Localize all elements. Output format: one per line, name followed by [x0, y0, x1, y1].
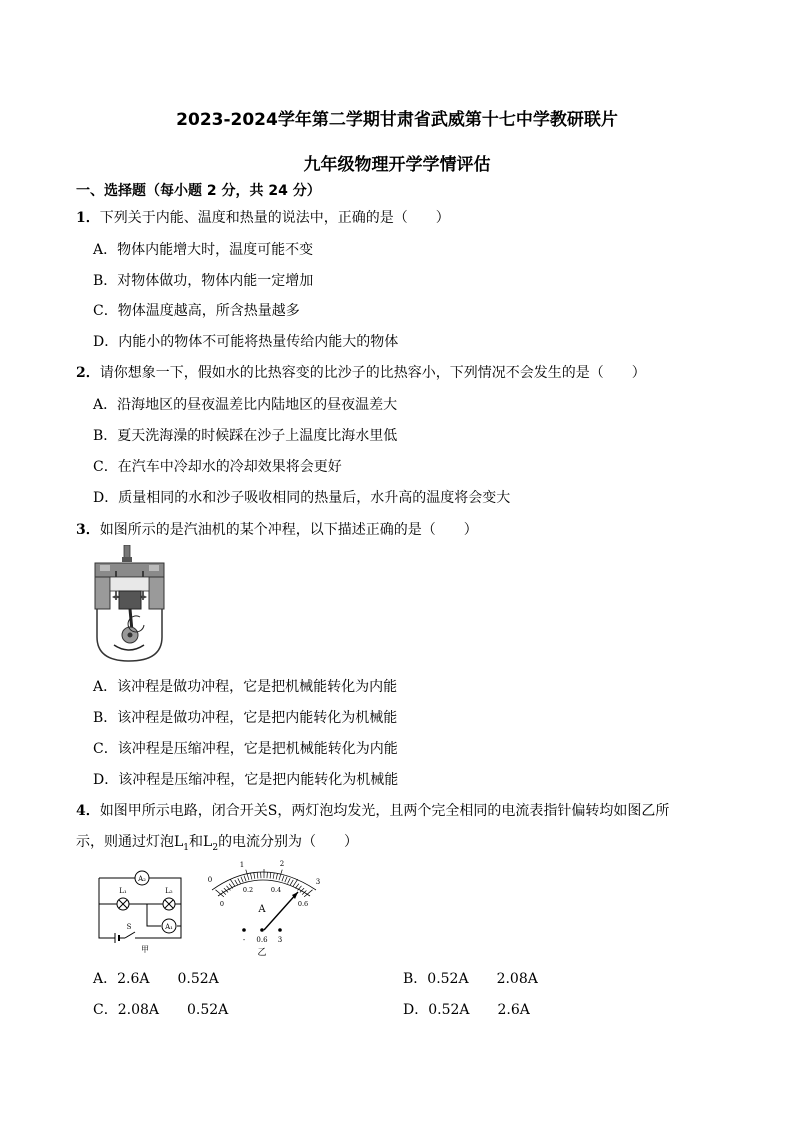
- dial-bottom-tick: 0.4: [270, 886, 282, 894]
- question-1: [76, 207, 450, 227]
- question-4: [76, 800, 669, 820]
- dial-tick-mark: [257, 872, 258, 878]
- question-stem: 请你想象一下，假如水的比热容变的比沙子的比热容小，下列情况不会发生的是（ ）: [99, 365, 646, 381]
- q3-option-a[interactable]: A．该冲程是做功冲程，它是把机械能转化为内能: [93, 679, 398, 695]
- dial-tick-mark: [270, 872, 271, 878]
- q1-option-d[interactable]: D．内能小的物体不可能将热量传给内能大的物体: [93, 334, 399, 350]
- dial-tick-mark: [254, 873, 255, 879]
- dial-terminal: 0.6: [256, 936, 268, 944]
- question-stem: 下列关于内能、温度和热量的说法中，正确的是（ ）: [99, 210, 450, 226]
- q2-option-d[interactable]: D．质量相同的水和沙子吸收相同的热量后，水升高的温度将会变大: [93, 490, 511, 506]
- question-3: [76, 519, 478, 539]
- dial-tick-mark: [285, 877, 287, 883]
- q3-option-d[interactable]: D．该冲程是压缩冲程，它是把内能转化为机械能: [93, 772, 399, 788]
- dial-tick-mark: [238, 878, 241, 883]
- q4-option-b[interactable]: B．0.52A 2.08A: [403, 971, 538, 987]
- lamp-l2-label: L₂: [165, 887, 173, 895]
- dial-tick-mark: [235, 880, 238, 885]
- dial-tick-mark: [216, 890, 224, 897]
- dial-tick-mark: [241, 877, 243, 883]
- q2-option-b[interactable]: B．夏天洗海澡的时候踩在沙子上温度比海水里低: [93, 428, 398, 444]
- ammeter-dial: [200, 858, 325, 958]
- question-number: 2．: [76, 365, 100, 381]
- dial-top-tick: 1: [239, 861, 245, 869]
- dial-top-tick: 3: [315, 878, 321, 886]
- figure-yi-label: 乙: [257, 948, 267, 958]
- q4-option-a[interactable]: A．2.6A 0.52A: [93, 971, 219, 987]
- exam-title-line2: 九年级物理开学学情评估: [303, 155, 491, 175]
- q1-option-c[interactable]: C．物体温度越高，所含热量越多: [93, 303, 300, 319]
- section-heading: 一、选择题（每小题 2 分，共 24 分）: [76, 183, 321, 199]
- q4-option-c[interactable]: C．2.08A 0.52A: [93, 1002, 229, 1018]
- question-number: 1．: [76, 210, 100, 226]
- dial-tick-mark: [246, 870, 249, 881]
- ammeter-a2-label: A₂: [138, 875, 146, 883]
- question-stem: 如图所示的是汽油机的某个冲程，以下描述正确的是（ ）: [99, 522, 478, 538]
- q4-option-d[interactable]: D．0.52A 2.6A: [403, 1002, 530, 1018]
- dial-tick-mark: [282, 876, 284, 882]
- dial-terminal: -: [242, 936, 246, 944]
- figure-jia-label: 甲: [141, 945, 149, 954]
- dial-bottom-tick: 0: [219, 900, 225, 908]
- question-number: 3．: [76, 522, 100, 538]
- dial-tick-mark: [273, 873, 274, 879]
- q3-option-c[interactable]: C．该冲程是压缩冲程，它是把机械能转化为内能: [93, 741, 398, 757]
- dial-top-tick: 0: [207, 876, 213, 884]
- dial-tick-mark: [279, 870, 282, 881]
- dial-tick-mark: [290, 880, 293, 885]
- question-4-line2: 示，则通过灯泡$L_1$和$L_2$的电流分别为（ ）: [76, 834, 359, 853]
- exam-title-line1: 2023-2024学年第二学期甘肃省武威第十七中学教研联片: [176, 110, 618, 130]
- ammeter-a1-label: A₁: [165, 923, 173, 931]
- dial-terminal: 3: [277, 936, 283, 944]
- q1-option-a[interactable]: A．物体内能增大时，温度可能不变: [93, 242, 314, 258]
- dial-tick-mark: [244, 876, 246, 882]
- q2-option-c[interactable]: C．在汽车中冷却水的冷却效果将会更好: [93, 459, 342, 475]
- question-number: 4．: [76, 803, 100, 819]
- dial-tick-mark: [251, 874, 252, 880]
- dial-tick-mark: [276, 874, 277, 880]
- dial-bottom-tick: 0.2: [242, 886, 254, 894]
- question-2: [76, 362, 646, 382]
- q3-option-b[interactable]: B．该冲程是做功冲程，它是把内能转化为机械能: [93, 710, 398, 726]
- question-stem-line1: 如图甲所示电路，闭合开关S，两灯泡均发光，且两个完全相同的电流表指针偏转均如图乙所: [99, 803, 670, 819]
- dial-tick-mark: [288, 878, 291, 883]
- q1-option-b[interactable]: B．对物体做功，物体内能一定增加: [93, 273, 314, 289]
- dial-bottom-tick: 0.6: [297, 900, 309, 908]
- circuit-diagram: [95, 868, 195, 956]
- switch-label: S: [126, 923, 132, 931]
- dial-needle: [264, 892, 298, 930]
- engine-stroke-figure: [92, 545, 167, 663]
- dial-top-tick: 2: [279, 860, 285, 868]
- lamp-l1-label: L₁: [119, 887, 127, 895]
- q2-option-a[interactable]: A．沿海地区的昼夜温差比内陆地区的昼夜温差大: [93, 397, 398, 413]
- dial-unit: A: [258, 904, 266, 915]
